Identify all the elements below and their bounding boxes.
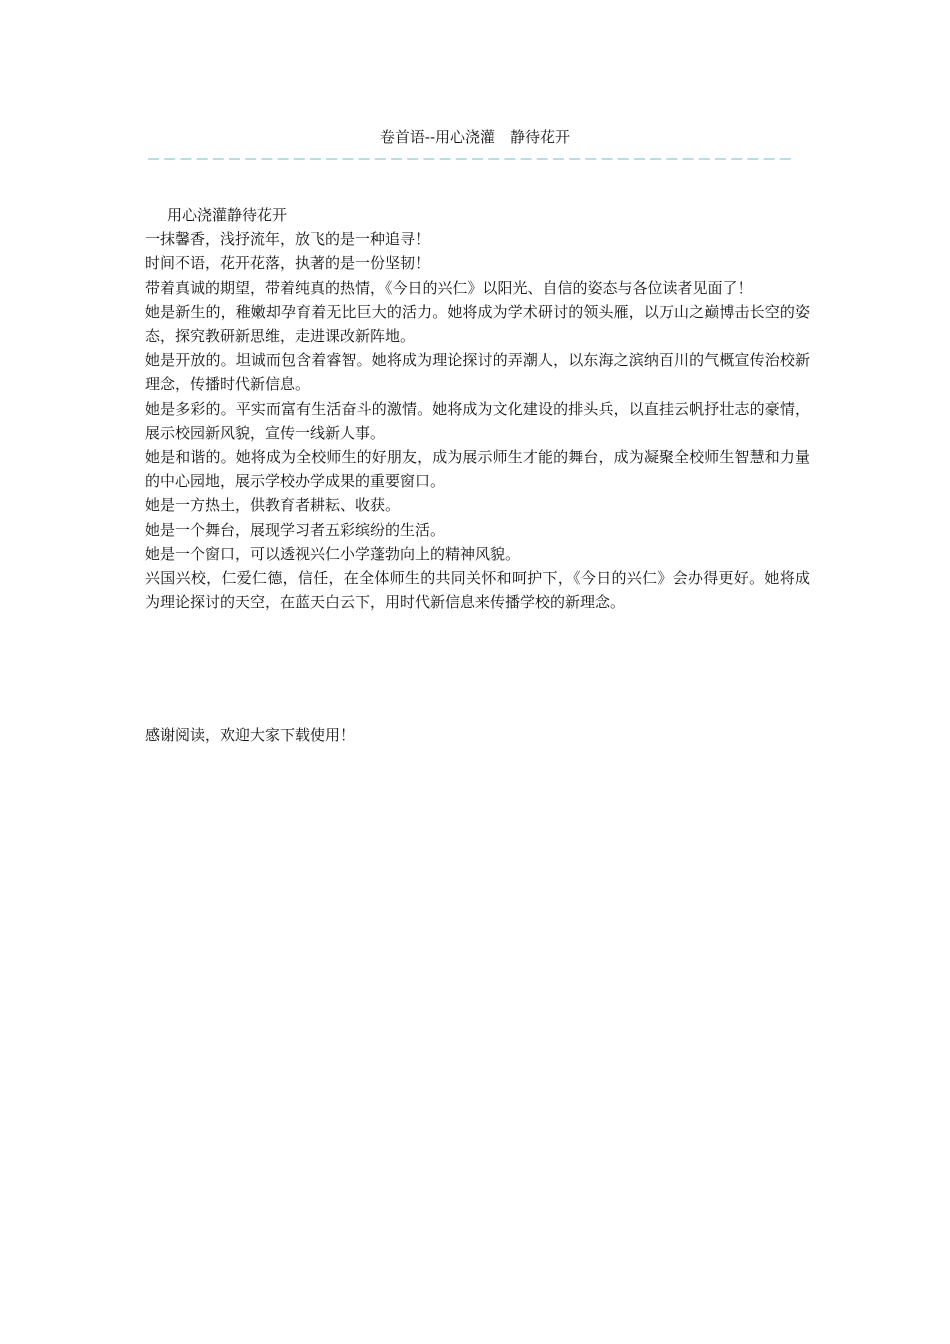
title-divider (148, 152, 800, 166)
article-body (145, 203, 810, 614)
article-heading: 用心浇灌静待花开 (167, 206, 288, 224)
document-title: 卷首语--用心浇灌 静待花开 (379, 128, 571, 146)
paragraph-9: 她是一个舞台，展现学习者五彩缤纷的生活。 (145, 520, 446, 539)
paragraph-3: 带着真诚的期望，带着纯真的热情，《今日的兴仁》以阳光、自信的姿态与各位读者见面了！ (145, 278, 753, 297)
paragraph-2: 时间不语，花开花落，执著的是一份坚韧！ (145, 254, 431, 273)
paragraph-8: 她是一方热土，供教育者耕耘、收获。 (145, 496, 401, 515)
closing-note: 感谢阅读，欢迎大家下载使用！ (145, 726, 356, 744)
paragraph-11: 兴国兴校，仁爱仁德，信任，在全体师生的共同关怀和呵护下，《今日的兴仁》会办得更好。她将成为理论探讨的天空，在蓝天白云下，用时代新信息来传播学校的新理念。 (145, 569, 810, 612)
paragraph-4: 她是新生的，稚嫩却孕育着无比巨大的活力。她将成为学术研讨的领头雁，以万山之巅博击长空的姿态，探究教研新思维，走进课改新阵地。 (145, 302, 810, 346)
paragraph-6: 她是多彩的。平实而富有生活奋斗的激情。她将成为文化建设的排头兵，以直挂云帆抒壮志的豪情，展示校园新风貌，宣传一线新人事。 (145, 399, 810, 442)
paragraph-7: 她是和谐的。她将成为全校师生的好朋友，成为展示师生才能的舞台，成为凝聚全校师生智慧和力量的中心园地，展示学校办学成果的重要窗口。 (145, 448, 810, 491)
paragraph-1: 一抹馨香，浅抒流年，放飞的是一种追寻！ (145, 230, 431, 249)
dashed-rule (148, 152, 800, 166)
paragraph-5: 她是开放的。坦诚而包含着睿智。她将成为理论探讨的弄潮人，以东海之滨纳百川的气概宣传治校新理念，传播时代新信息。 (145, 351, 810, 394)
paragraph-10: 她是一个窗口，可以透视兴仁小学蓬勃向上的精神风貌。 (145, 544, 521, 563)
